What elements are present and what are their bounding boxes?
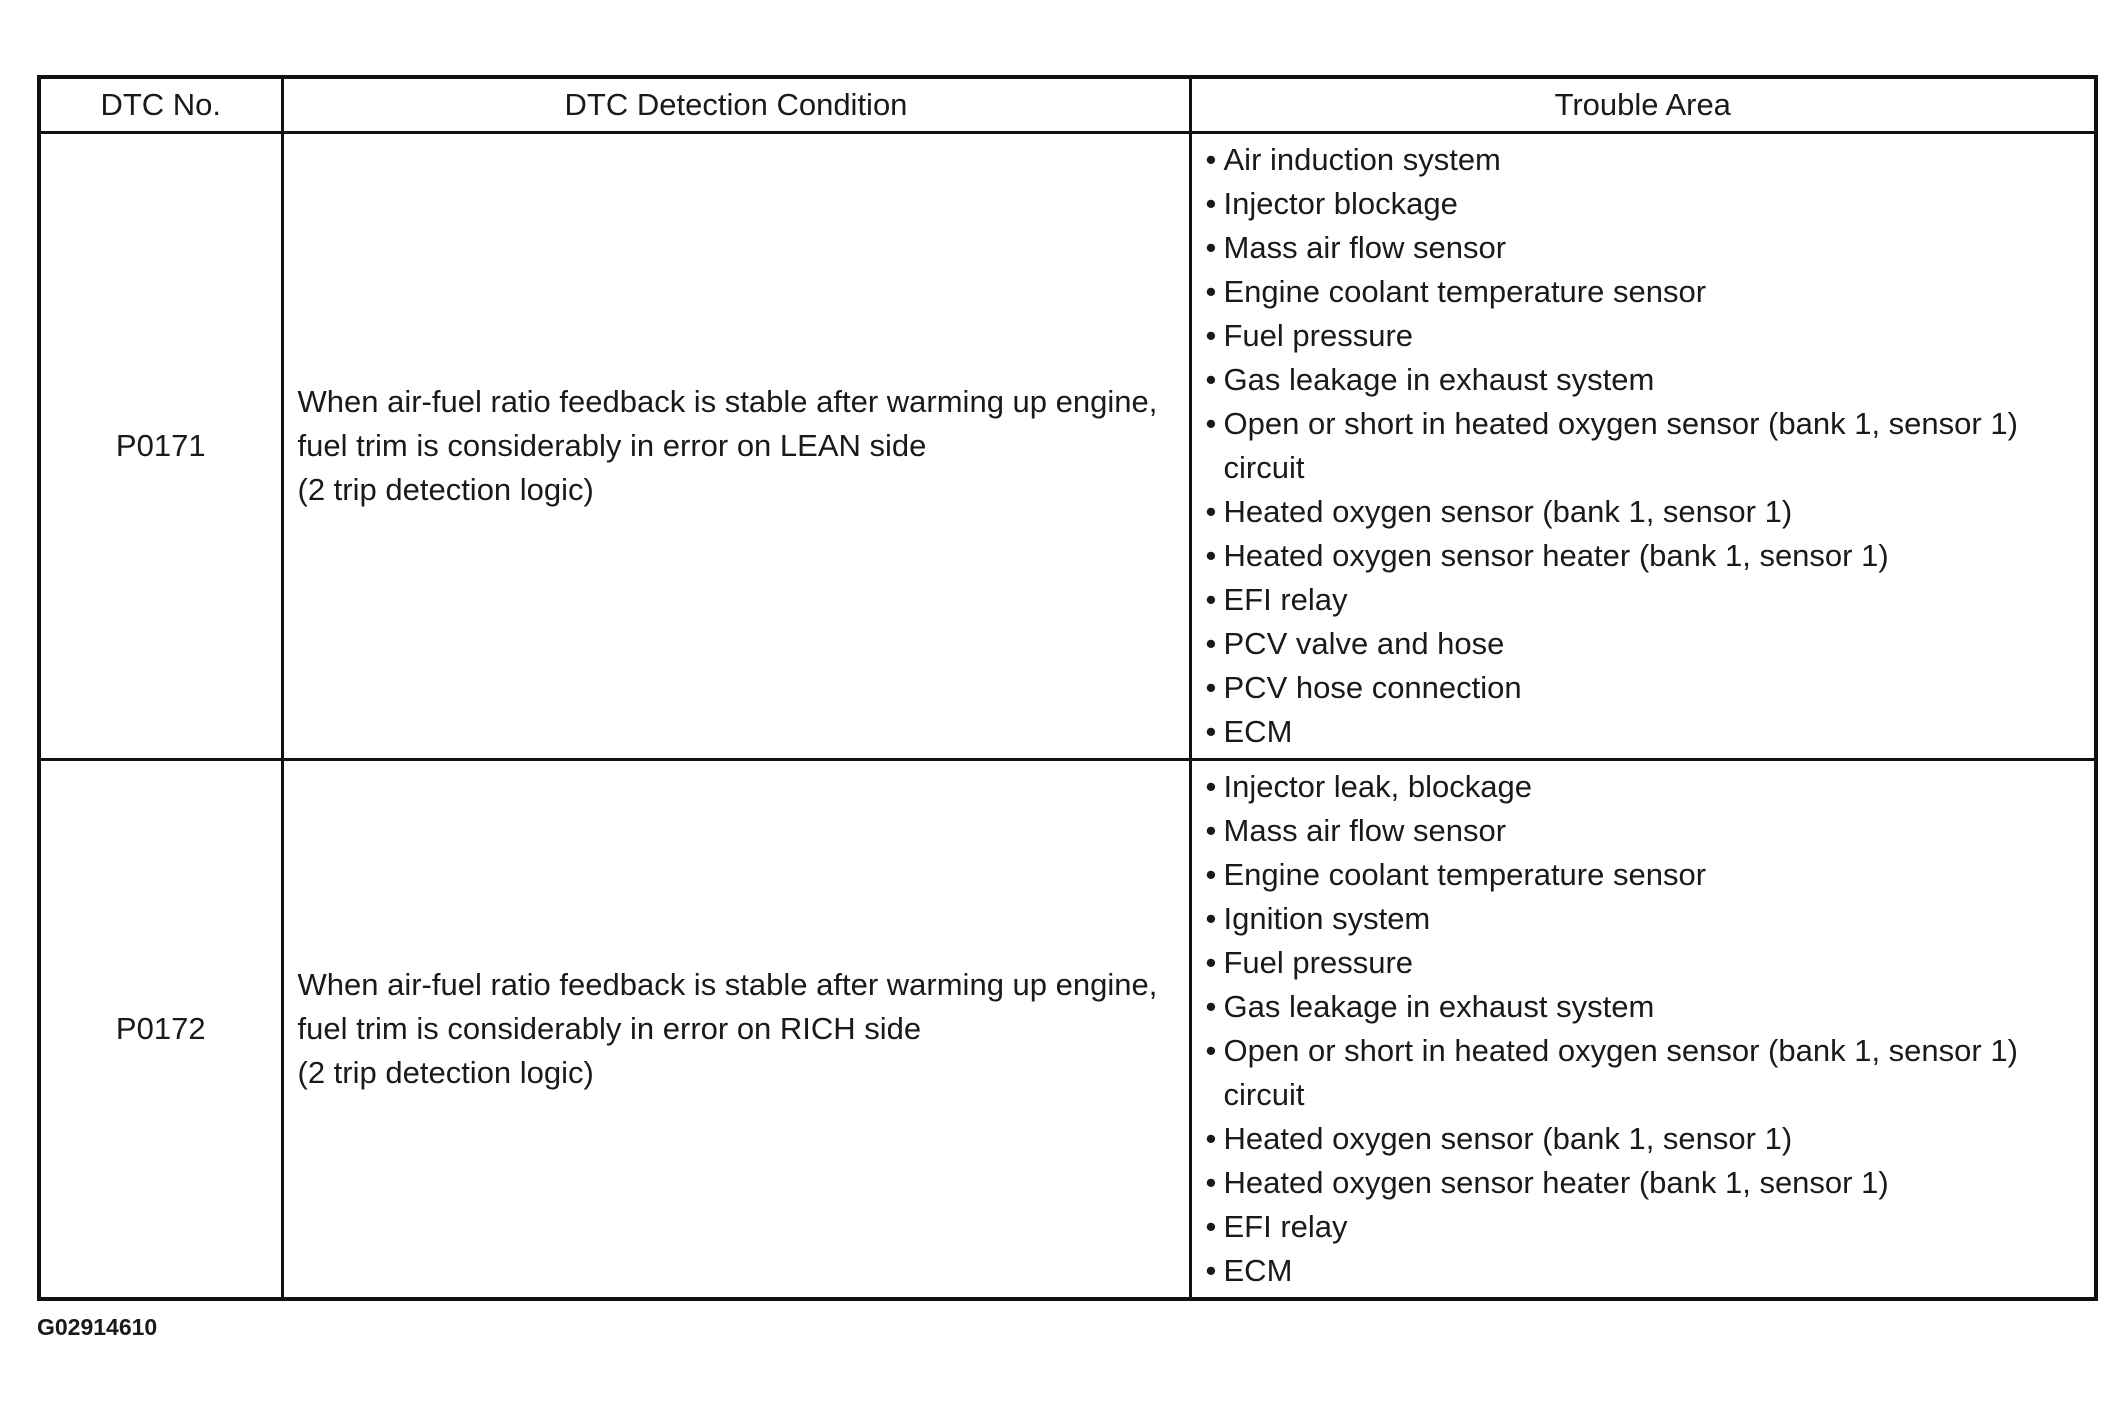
- trouble-area-item: • Gas leakage in exhaust system: [1206, 358, 2087, 402]
- trouble-area-item: • Ignition system: [1206, 897, 2087, 941]
- trouble-area-list: [1206, 138, 2087, 754]
- trouble-area-cell: [1190, 133, 2096, 760]
- trouble-area-item: • Engine coolant temperature sensor: [1206, 270, 2087, 314]
- trouble-area-item: • Mass air flow sensor: [1206, 809, 2087, 853]
- image-reference-code: G02914610: [37, 1314, 158, 1340]
- trouble-area-item: • Injector blockage: [1206, 182, 2087, 226]
- trouble-area-item: • Open or short in heated oxygen sensor (bank 1, sensor 1) circuit: [1206, 1029, 2087, 1117]
- trouble-area-item: • Fuel pressure: [1206, 941, 2087, 985]
- table-row: [39, 760, 2096, 1300]
- detection-condition: [282, 760, 1190, 1300]
- dtc-code: P0171: [39, 133, 282, 760]
- table-row: [39, 133, 2096, 760]
- condition-line: fuel trim is considerably in error on RICH side: [297, 1011, 922, 1046]
- condition-line: fuel trim is considerably in error on LEAN side: [297, 428, 927, 463]
- condition-line: (2 trip detection logic): [297, 472, 594, 507]
- trouble-area-item: • Gas leakage in exhaust system: [1206, 985, 2087, 1029]
- trouble-area-item: • PCV valve and hose: [1206, 622, 2087, 666]
- dtc-code: P0172: [39, 760, 282, 1300]
- trouble-area-item: • Open or short in heated oxygen sensor (bank 1, sensor 1) circuit: [1206, 402, 2087, 490]
- trouble-area-item: • Heated oxygen sensor (bank 1, sensor 1): [1206, 1117, 2087, 1161]
- trouble-area-item: • Heated oxygen sensor heater (bank 1, sensor 1): [1206, 1161, 2087, 1205]
- trouble-area-item: • ECM: [1206, 1249, 2087, 1293]
- trouble-area-item: • ECM: [1206, 710, 2087, 754]
- trouble-area-item: • EFI relay: [1206, 578, 2087, 622]
- trouble-area-list: [1206, 765, 2087, 1293]
- header-dtc-no: DTC No.: [39, 77, 282, 133]
- trouble-area-item: • Fuel pressure: [1206, 314, 2087, 358]
- header-detection-condition: DTC Detection Condition: [282, 77, 1190, 133]
- detection-condition: [282, 133, 1190, 760]
- trouble-area-item: • Air induction system: [1206, 138, 2087, 182]
- trouble-area-item: • Heated oxygen sensor heater (bank 1, sensor 1): [1206, 534, 2087, 578]
- trouble-area-item: • Injector leak, blockage: [1206, 765, 2087, 809]
- trouble-area-item: • Heated oxygen sensor (bank 1, sensor 1): [1206, 490, 2087, 534]
- condition-line: (2 trip detection logic): [297, 1055, 594, 1090]
- condition-line: When air-fuel ratio feedback is stable after warming up engine,: [297, 384, 1158, 419]
- header-row: [39, 77, 2096, 133]
- trouble-area-item: • EFI relay: [1206, 1205, 2087, 1249]
- trouble-area-cell: [1190, 760, 2096, 1300]
- header-trouble-area: Trouble Area: [1190, 77, 2096, 133]
- trouble-area-item: • Engine coolant temperature sensor: [1206, 853, 2087, 897]
- dtc-table: [37, 75, 2098, 1301]
- trouble-area-item: • Mass air flow sensor: [1206, 226, 2087, 270]
- condition-line: When air-fuel ratio feedback is stable after warming up engine,: [297, 967, 1158, 1002]
- trouble-area-item: • PCV hose connection: [1206, 666, 2087, 710]
